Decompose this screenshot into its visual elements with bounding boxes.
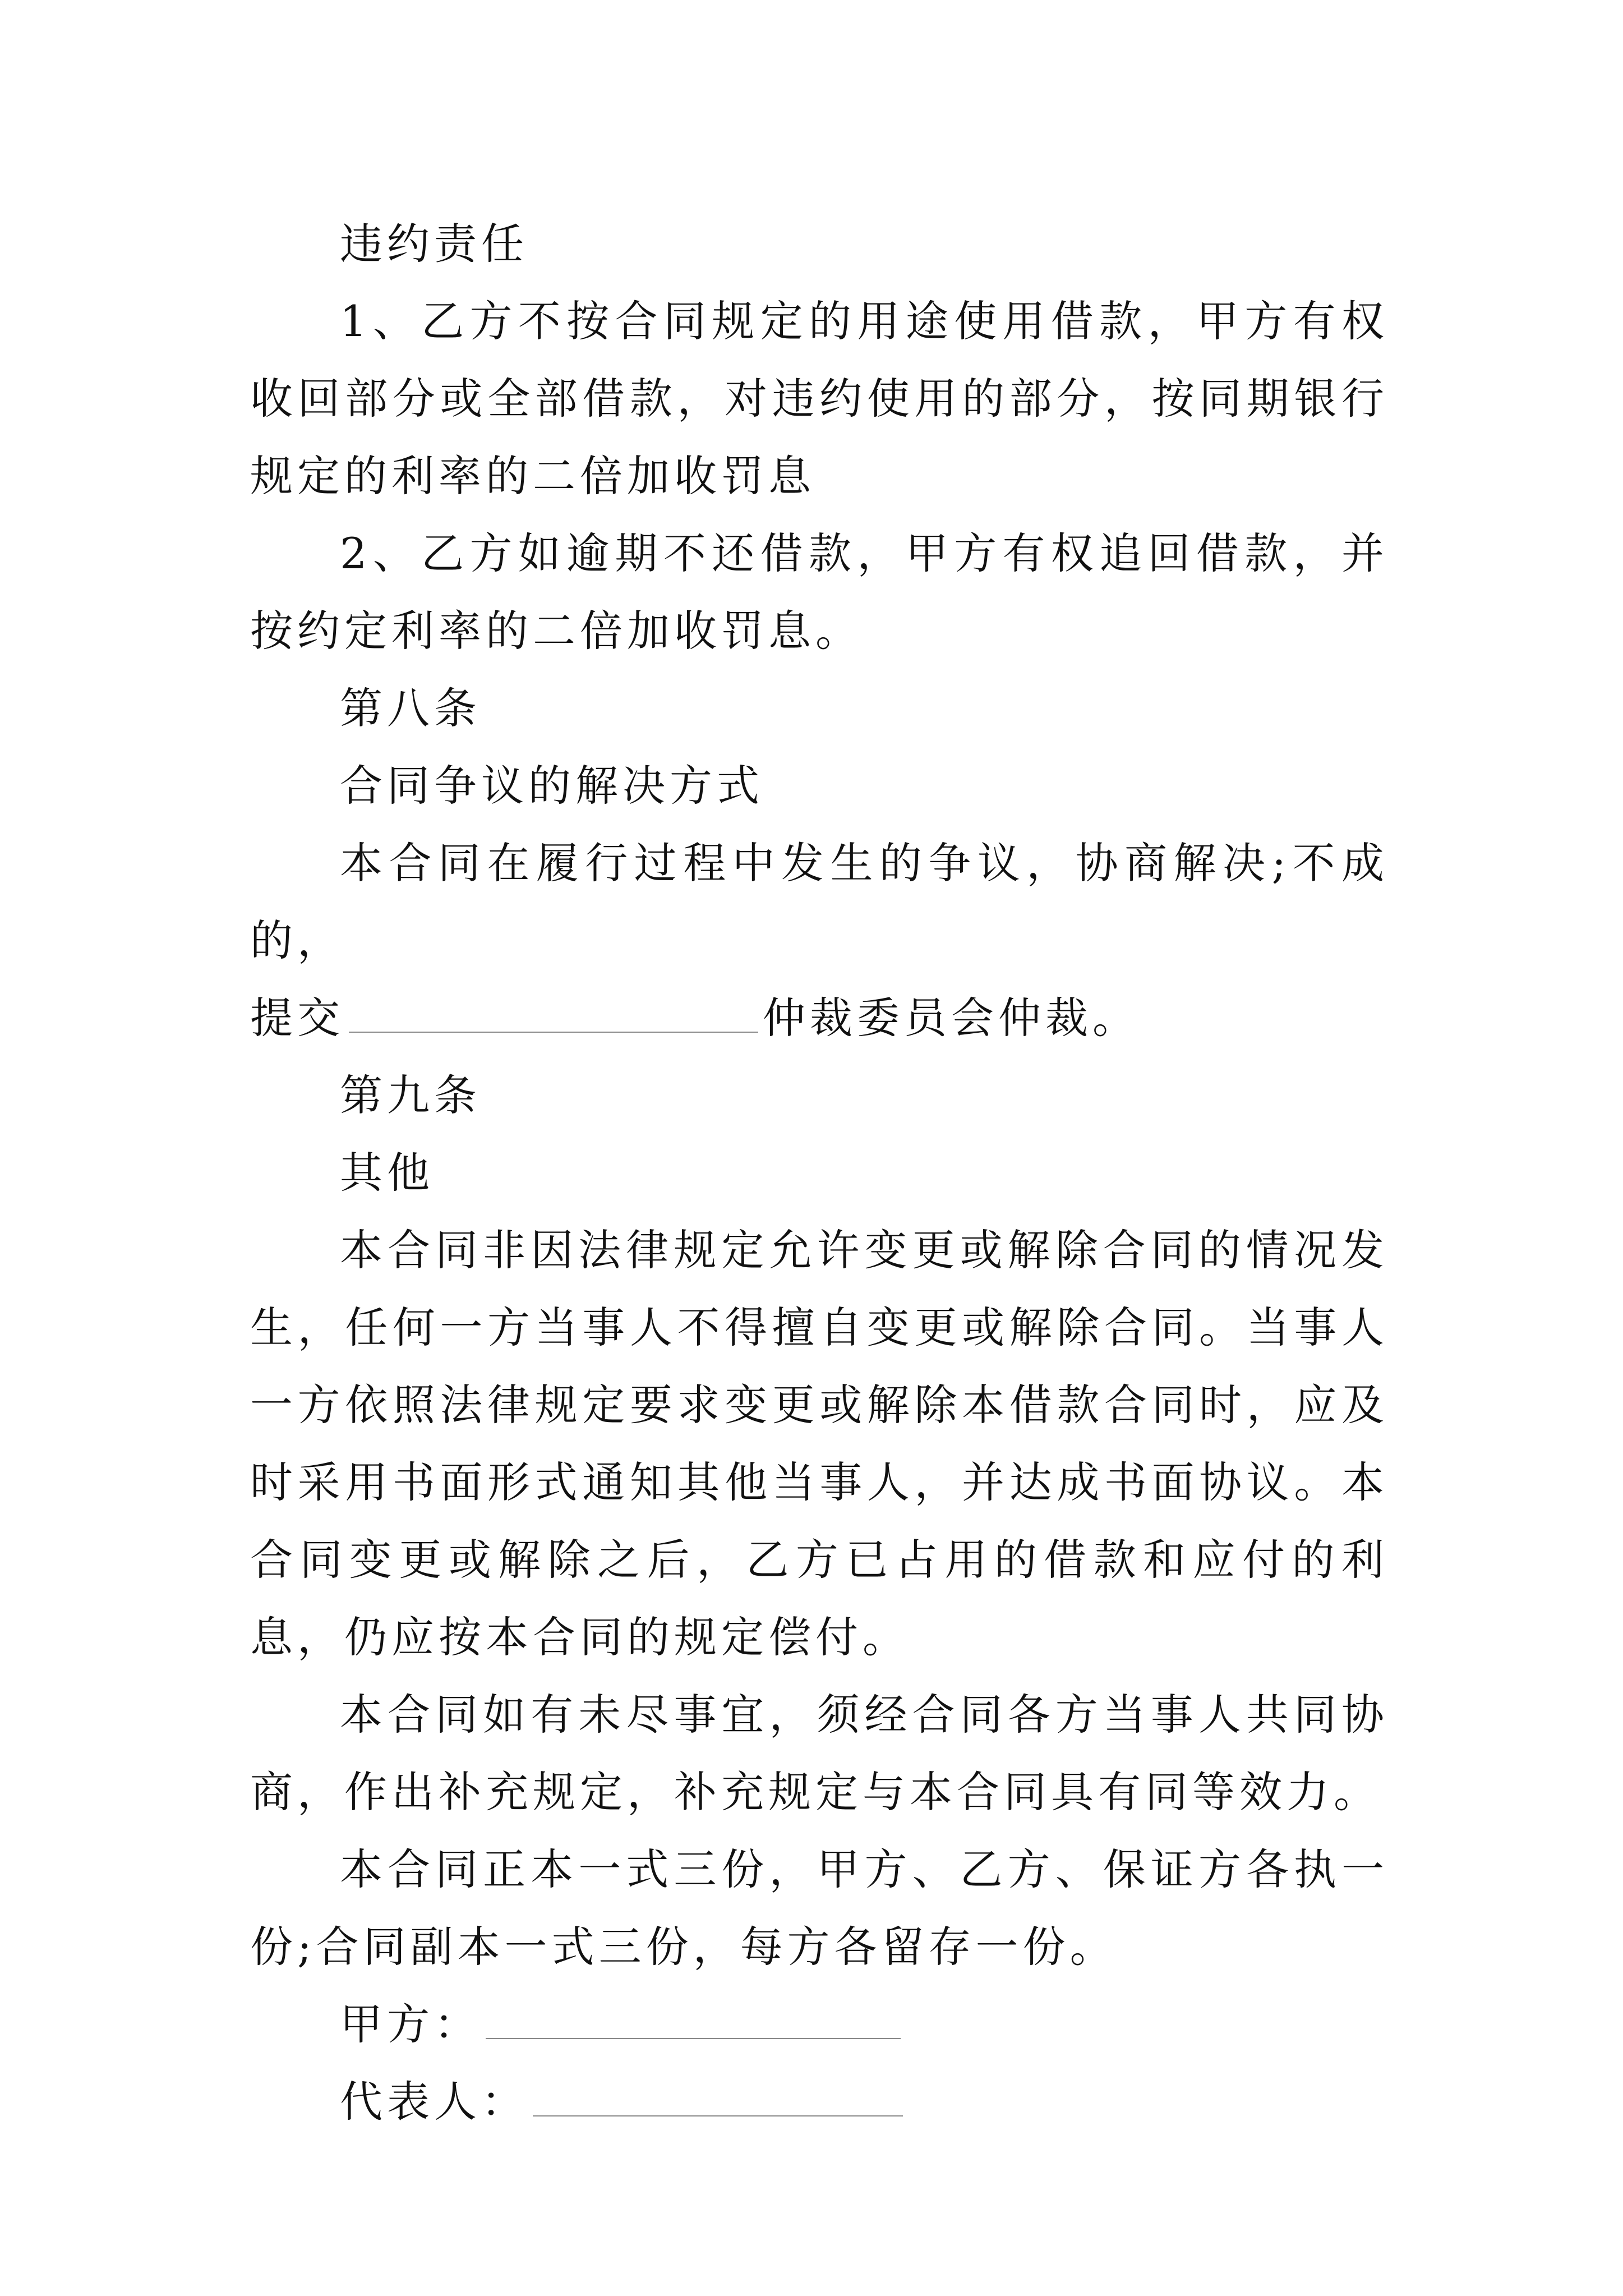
dispute-paragraph-line-2 <box>250 979 1389 1057</box>
document-body <box>250 205 1389 2141</box>
representative-signature-blank[interactable] <box>533 2073 903 2116</box>
other-paragraph-3: 本合同正本一式三份，甲方、乙方、保证方各执一份;合同副本一式三份，每方各留存一份。 <box>250 1844 1389 1972</box>
article-9-heading: 第九条 <box>340 1070 481 1120</box>
party-a-signature-blank[interactable] <box>486 1995 901 2039</box>
dispute-paragraph-line-1: 本合同在履行过程中发生的争议，协商解决;不成的， <box>250 838 1389 965</box>
dispute-arbitration-text: 仲裁委员会仲裁。 <box>763 993 1140 1043</box>
other-paragraph-1: 本合同非因法律规定允许变更或解除合同的情况发生，任何一方当事人不得擅自变更或解除合同。当事人一方依照法律规定要求变更或解除本借款合同时，应及时采用书面形式通知其他当事人，并达成书面协议。本合同变更或解除之后，乙方已占用的借款和应付的利息，仍应按本合同的规定偿付。 <box>250 1225 1389 1662</box>
article-8-heading: 第八条 <box>340 683 481 733</box>
article-9-title: 其他 <box>340 1148 434 1198</box>
dispute-submit-label: 提交 <box>250 993 344 1043</box>
breach-item-2: 2、乙方如逾期不还借款，甲方有权追回借款，并按约定利率的二倍加收罚息。 <box>250 528 1389 656</box>
party-a-row <box>250 1986 1389 2063</box>
breach-item-1: 1、乙方不按合同规定的用途使用借款，甲方有权收回部分或全部借款，对违约使用的部分，按同期银行规定的利率的二倍加收罚息 <box>250 296 1389 501</box>
article-8-title: 合同争议的解决方式 <box>340 761 764 811</box>
representative-label: 代表人： <box>340 2077 528 2127</box>
representative-row <box>250 2063 1389 2141</box>
other-paragraph-2: 本合同如有未尽事宜，须经合同各方当事人共同协商，作出补充规定，补充规定与本合同具有同等效力。 <box>250 1690 1389 1817</box>
section-title-breach: 违约责任 <box>340 219 528 269</box>
party-a-label: 甲方： <box>340 1999 481 2049</box>
arbitration-committee-blank[interactable] <box>349 989 758 1033</box>
